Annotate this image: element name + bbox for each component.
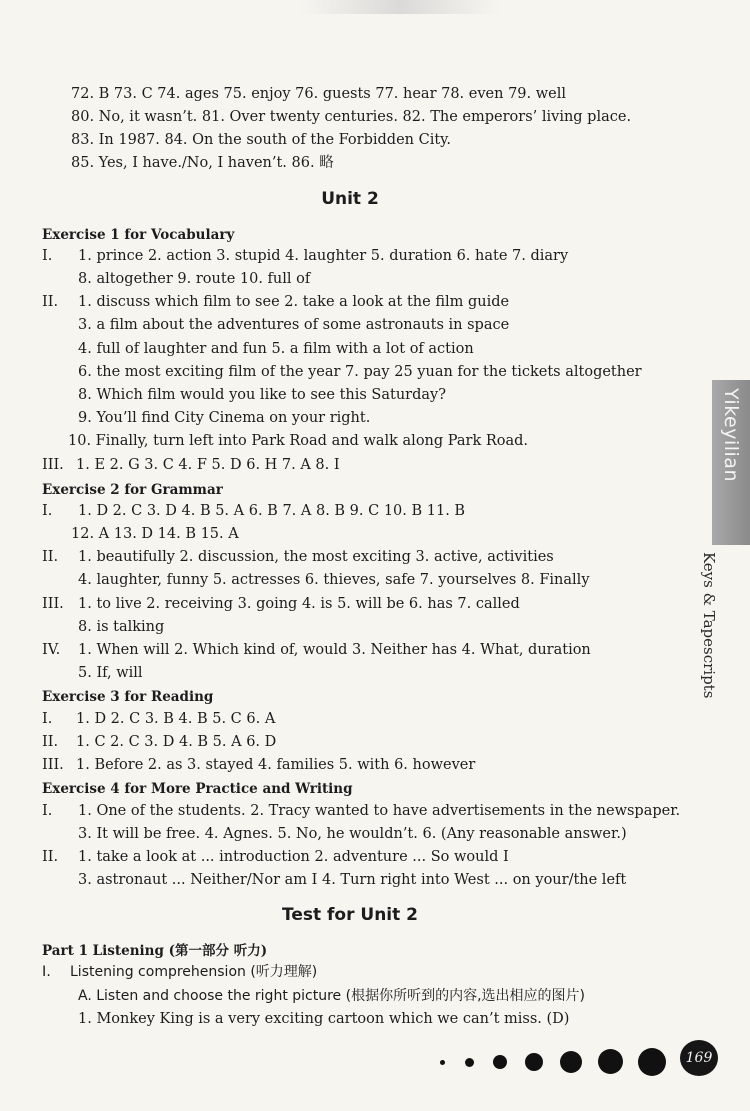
dot-icon: [525, 1053, 543, 1071]
page-number: 169: [680, 1040, 718, 1076]
dot-icon: [598, 1049, 623, 1074]
side-tab: [712, 380, 750, 545]
answer-line: 1. Before 2. as 3. stayed 4. families 5. with 6. however: [76, 757, 476, 773]
answer-line: 1. beautifully 2. discussion, the most exciting 3. active, activities: [78, 549, 554, 565]
section-title: Listening comprehension (听力理解): [70, 964, 318, 980]
section-number: I.: [42, 711, 53, 727]
answer-line: 8. Which film would you like to see this Saturday?: [78, 387, 446, 403]
answer-line-80-82: 80. No, it wasn’t. 81. Over twenty centuries. 82. The emperors’ living place.: [71, 109, 632, 125]
answer-line: 1. to live 2. receiving 3. going 4. is 5. will be 6. has 7. called: [78, 596, 520, 612]
unit-title: Unit 2: [321, 189, 379, 209]
answer-line-83-84: 83. In 1987. 84. On the south of the Forbidden City.: [71, 132, 452, 148]
answer-line-72-79: 72. B 73. C 74. ages 75. enjoy 76. guests 77. hear 78. even 79. well: [71, 86, 567, 102]
answer-line-85-86: 85. Yes, I have./No, I haven’t. 86. 略: [71, 155, 334, 171]
section-number: I.: [42, 248, 53, 264]
exercise-heading-vocabulary: Exercise 1 for Vocabulary: [42, 227, 235, 243]
section-label: Keys & Tapescripts: [700, 552, 718, 699]
dot-icon: [440, 1060, 445, 1065]
answer-line: 3. It will be free. 4. Agnes. 5. No, he wouldn’t. 6. (Any reasonable answer.): [78, 826, 627, 842]
section-number: II.: [42, 294, 59, 310]
dot-icon: [493, 1055, 507, 1069]
answer-line: 1. take a look at ... introduction 2. adventure ... So would I: [78, 849, 509, 865]
answer-line: 1. One of the students. 2. Tracy wanted to have advertisements in the newspaper.: [78, 803, 681, 819]
answer-line: 5. If, will: [78, 665, 143, 681]
answer-line: 1. prince 2. action 3. stupid 4. laughter 5. duration 6. hate 7. diary: [78, 248, 569, 264]
test-title: Test for Unit 2: [281, 905, 419, 925]
section-number: III.: [42, 596, 64, 612]
answer-line: 10. Finally, turn left into Park Road and walk along Park Road.: [68, 433, 529, 449]
section-number: III.: [42, 457, 64, 473]
answer-line: 12. A 13. D 14. B 15. A: [71, 526, 239, 542]
answer-line: 9. You’ll find City Cinema on your right.: [78, 410, 371, 426]
scan-edge-shadow: [300, 0, 500, 14]
section-number: II.: [42, 849, 59, 865]
answer-line: 1. When will 2. Which kind of, would 3. Neither has 4. What, duration: [78, 642, 591, 658]
answer-line: 1. discuss which film to see 2. take a look at the film guide: [78, 294, 510, 310]
dot-icon: [465, 1058, 474, 1067]
subsection-title: A. Listen and choose the right picture (根据你所听到的内容,选出相应的图片): [78, 988, 585, 1004]
section-number: II.: [42, 734, 59, 750]
answer-line: 3. a film about the adventures of some astronauts in space: [78, 317, 510, 333]
dot-icon: [638, 1048, 666, 1076]
section-number: I.: [42, 964, 51, 980]
part-heading: Part 1 Listening (第一部分 听力): [42, 943, 268, 959]
exercise-heading-grammar: Exercise 2 for Grammar: [42, 482, 223, 498]
exercise-heading-writing: Exercise 4 for More Practice and Writing: [42, 781, 353, 797]
section-number: II.: [42, 549, 59, 565]
answer-line: 4. full of laughter and fun 5. a film with a lot of action: [78, 341, 474, 357]
question-line: 1. Monkey King is a very exciting cartoon which we can’t miss. (D): [78, 1011, 570, 1027]
section-number: IV.: [42, 642, 61, 658]
answer-line: 1. D 2. C 3. B 4. B 5. C 6. A: [76, 711, 276, 727]
section-number: III.: [42, 757, 64, 773]
answer-line: 3. astronaut ... Neither/Nor am I 4. Turn right into West ... on your/the left: [78, 872, 627, 888]
answer-line: 8. is talking: [78, 619, 165, 635]
brand-label: Yikeyilian: [720, 388, 742, 482]
answer-line: 6. the most exciting film of the year 7. pay 25 yuan for the tickets altogether: [78, 364, 642, 380]
answer-line: 1. E 2. G 3. C 4. F 5. D 6. H 7. A 8. I: [76, 457, 340, 473]
dot-icon: [560, 1051, 582, 1073]
answer-line: 8. altogether 9. route 10. full of: [78, 271, 311, 287]
answer-line: 1. D 2. C 3. D 4. B 5. A 6. B 7. A 8. B 9. C 10. B 11. B: [78, 503, 466, 519]
answer-line: 4. laughter, funny 5. actresses 6. thieves, safe 7. yourselves 8. Finally: [78, 572, 590, 588]
section-number: I.: [42, 503, 53, 519]
exercise-heading-reading: Exercise 3 for Reading: [42, 689, 214, 705]
answer-line: 1. C 2. C 3. D 4. B 5. A 6. D: [76, 734, 277, 750]
section-number: I.: [42, 803, 53, 819]
